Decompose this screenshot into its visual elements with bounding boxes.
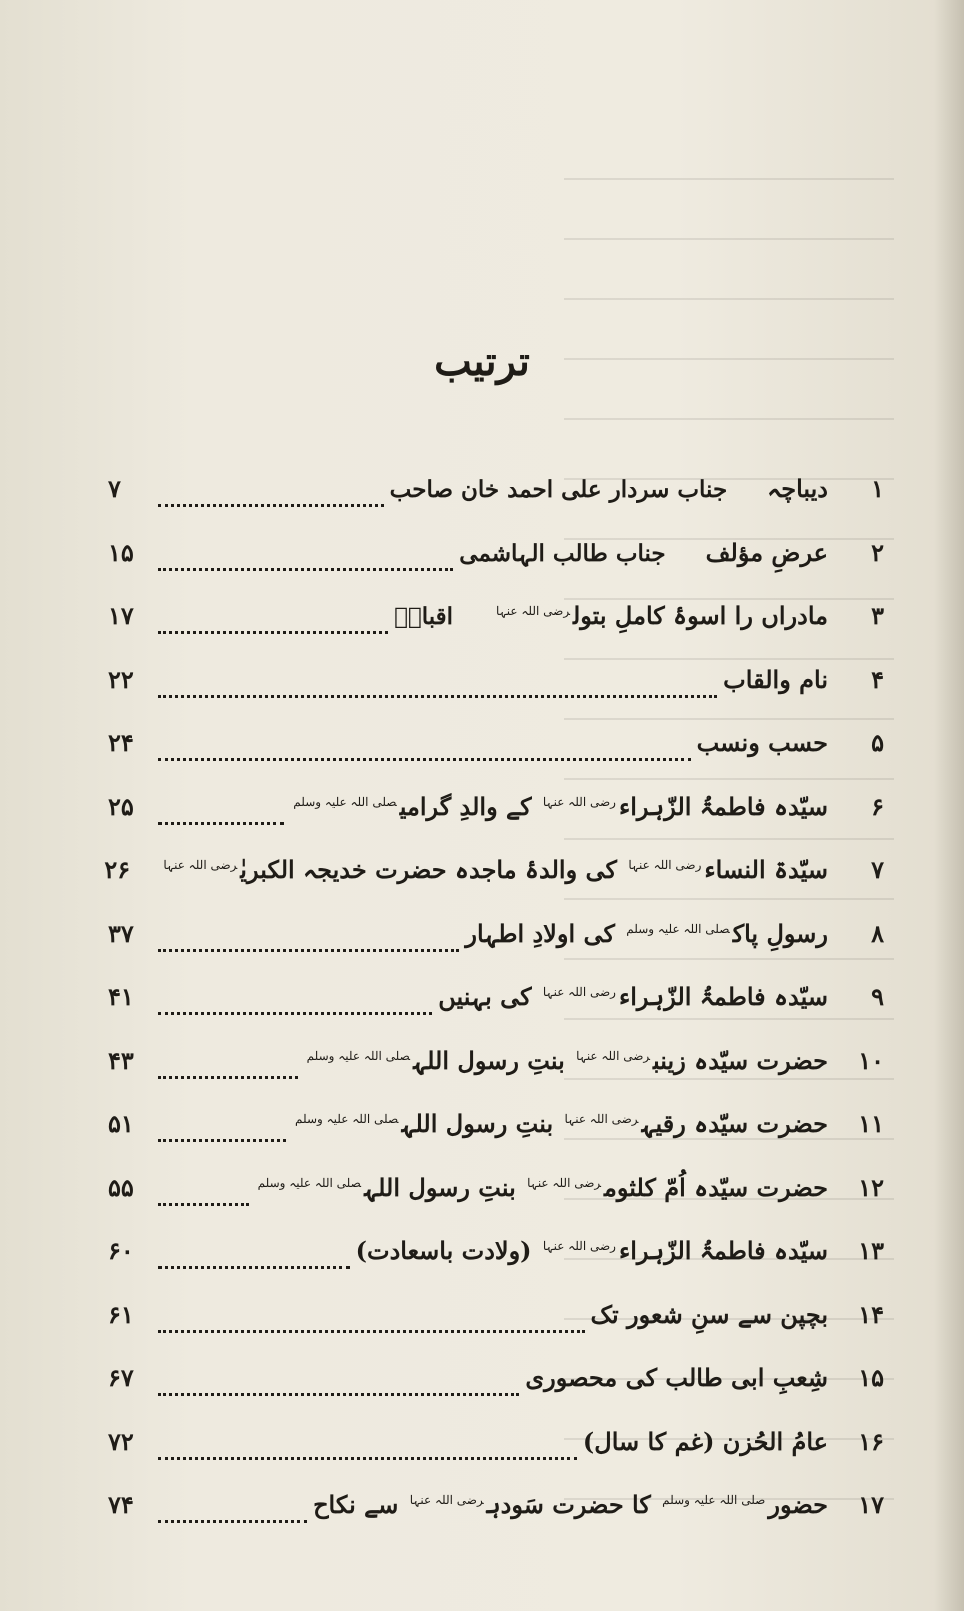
toc-row bbox=[108, 665, 884, 729]
toc-entry-title bbox=[160, 855, 828, 884]
toc-entry-number: ۱۰ bbox=[858, 1045, 884, 1075]
dot-leader bbox=[158, 1520, 307, 1523]
dot-leader bbox=[158, 1330, 585, 1333]
toc-row bbox=[108, 1363, 884, 1427]
honorific-mark: رضی اللہ عنہا bbox=[496, 604, 570, 618]
toc-title-main: عرضِ مؤلف bbox=[705, 537, 828, 567]
dot-leader bbox=[158, 695, 717, 698]
toc-entry-number: ۱۴ bbox=[858, 1299, 884, 1329]
toc-title-main: سیّدہ فاطمۃُ الزّہراء bbox=[618, 791, 828, 821]
toc-entry-title bbox=[290, 792, 828, 821]
toc-title-main: حضور bbox=[768, 1490, 828, 1519]
toc-row bbox=[108, 538, 884, 602]
toc-title-main: عامُ الحُزن (غم کا سال) bbox=[582, 1426, 828, 1456]
toc-title-suffix: بنتِ رسول اللہ bbox=[413, 1045, 565, 1075]
toc-title-suffix: سے نکاح bbox=[313, 1490, 399, 1519]
toc-title-suffix: (ولادت باسعادت) bbox=[355, 1236, 532, 1265]
toc-title-main: نام والقاب bbox=[723, 664, 828, 694]
toc-title-suffix: بنتِ رسول اللہ bbox=[401, 1109, 554, 1138]
toc-entry-title bbox=[591, 1300, 829, 1329]
dot-leader bbox=[158, 1393, 519, 1396]
toc-page-number: ۵۵ bbox=[108, 1172, 134, 1202]
honorific-mark: رضی اللہ عنہا bbox=[409, 1493, 484, 1507]
toc-page-number: ۲۵ bbox=[108, 791, 134, 821]
toc-title-suffix: کی بہنیں bbox=[438, 982, 532, 1011]
honorific-mark: صلی اللہ علیہ وسلم bbox=[306, 1048, 411, 1063]
toc-page-number: ۷۴ bbox=[108, 1490, 134, 1519]
toc-title-main: رسولِ پاک bbox=[732, 918, 828, 948]
toc-entry-title bbox=[525, 1363, 828, 1392]
toc-title-main: شِعبِ ابی طالب کی محصوری bbox=[525, 1363, 828, 1392]
toc-entry-title bbox=[313, 1490, 828, 1519]
dot-leader bbox=[158, 1012, 432, 1015]
toc-entry-author: جناب طالب الہاشمی bbox=[459, 539, 666, 567]
dot-leader bbox=[158, 1203, 249, 1206]
toc-entry-number: ۱۲ bbox=[858, 1172, 884, 1202]
toc-page-number: ۲۴ bbox=[108, 728, 134, 757]
toc-entry-title bbox=[438, 982, 828, 1011]
toc-entry-title bbox=[304, 1046, 828, 1075]
toc-entry-number: ۱۱ bbox=[858, 1109, 884, 1138]
honorific-mark: رضی اللہ عنہا bbox=[564, 1112, 639, 1126]
toc-entry-number: ۱۶ bbox=[858, 1426, 884, 1456]
toc-row bbox=[108, 601, 884, 665]
toc-entry-title bbox=[459, 538, 828, 567]
toc-entry-title bbox=[723, 665, 828, 694]
toc-row bbox=[108, 1300, 884, 1364]
toc-page-number: ۲۲ bbox=[108, 664, 134, 694]
toc-entry-number: ۳ bbox=[871, 601, 884, 630]
honorific-mark: صلی اللہ علیہ وسلم bbox=[295, 1112, 399, 1126]
toc-title-main: حضرت سیّدہ زینب bbox=[653, 1045, 828, 1075]
toc-entry-number: ۱۷ bbox=[858, 1490, 884, 1519]
toc-title-main: مادراں را اسوۂ کاملِ بتول bbox=[572, 601, 828, 630]
dot-leader bbox=[158, 568, 453, 571]
toc-entry-number: ۴ bbox=[871, 664, 884, 694]
toc-page-number: ۴۳ bbox=[108, 1045, 134, 1075]
toc-entry-author: اقبالؔ bbox=[394, 603, 454, 630]
toc-entry-number: ۸ bbox=[871, 918, 884, 948]
toc-entry-title bbox=[255, 1173, 828, 1202]
toc-title-suffix: کا حضرت سَودہ bbox=[486, 1490, 651, 1519]
honorific-mark: رضی اللہ عنہا bbox=[163, 858, 238, 872]
toc-title-main: حضرت سیّدہ رقیہ bbox=[641, 1109, 828, 1138]
toc-row bbox=[108, 728, 884, 792]
dot-leader bbox=[158, 822, 284, 825]
toc-page-number: ۴۱ bbox=[108, 982, 134, 1011]
page-title: ترتیب bbox=[434, 338, 530, 385]
toc-entry-number: ۲ bbox=[871, 537, 884, 567]
toc-entry-number: ۱۳ bbox=[858, 1236, 884, 1265]
dot-leader bbox=[158, 1076, 298, 1079]
toc-page-number: ۳۷ bbox=[108, 918, 134, 948]
toc-page-number: ۷۲ bbox=[108, 1426, 134, 1456]
toc-row bbox=[108, 1046, 884, 1110]
honorific-mark: رضی اللہ عنہا bbox=[527, 1175, 602, 1190]
toc-row bbox=[108, 982, 884, 1046]
toc-entry-number: ۷ bbox=[871, 855, 884, 884]
toc-title-suffix: کی والدۂ ماجدہ حضرت خدیجہ الکبریٰ bbox=[240, 855, 617, 884]
honorific-mark: صلی اللہ علیہ وسلم bbox=[293, 794, 397, 809]
dot-leader bbox=[158, 758, 691, 761]
toc-row bbox=[108, 474, 884, 538]
toc-page-number: ۵۱ bbox=[108, 1109, 134, 1138]
page-gutter bbox=[934, 0, 964, 1611]
toc-entry-number: ۵ bbox=[871, 728, 884, 757]
toc-entry-number: ۶ bbox=[871, 791, 884, 821]
toc-page-number: ۱۷ bbox=[108, 601, 134, 630]
toc-entry-title bbox=[583, 1427, 828, 1456]
toc-row bbox=[108, 1173, 884, 1237]
dot-leader bbox=[158, 1139, 286, 1142]
honorific-mark: رضی اللہ عنہا bbox=[542, 794, 616, 809]
toc-entry-title bbox=[465, 919, 828, 948]
toc-page-number: ۷ bbox=[108, 474, 121, 503]
honorific-mark: صلی اللہ علیہ وسلم bbox=[662, 1493, 766, 1507]
toc-entry-number: ۱ bbox=[871, 474, 884, 503]
toc-title-suffix: بنتِ رسول اللہ bbox=[364, 1172, 516, 1202]
toc-title-main: سیّدۃ النساء bbox=[704, 855, 828, 884]
toc-row bbox=[108, 1109, 884, 1173]
toc-row bbox=[108, 1236, 884, 1300]
dot-leader bbox=[158, 1457, 577, 1460]
dot-leader bbox=[158, 949, 459, 952]
honorific-mark: رضی اللہ عنہا bbox=[542, 1239, 616, 1253]
honorific-mark: رضی اللہ عنہا bbox=[542, 985, 616, 999]
toc-entry-title bbox=[356, 1236, 828, 1265]
toc-entry-title bbox=[697, 728, 828, 757]
honorific-mark: رضی اللہ عنہا bbox=[628, 858, 702, 872]
toc-title-main: بچپن سے سنِ شعور تک bbox=[590, 1299, 828, 1329]
toc-title-main: سیّدہ فاطمۃُ الزّہراء bbox=[618, 982, 828, 1011]
toc-entry-author: جناب سردار علی احمد خان صاحب bbox=[389, 476, 728, 503]
honorific-mark: صلی اللہ علیہ وسلم bbox=[626, 921, 730, 936]
toc-entry-title bbox=[292, 1109, 828, 1138]
toc-row bbox=[108, 792, 884, 856]
toc-title-main: حضرت سیّدہ اُمّ کلثوم bbox=[604, 1172, 828, 1202]
toc-title-suffix: کی اولادِ اطہار bbox=[465, 918, 615, 948]
toc-row bbox=[108, 1427, 884, 1491]
dot-leader bbox=[158, 1266, 350, 1269]
toc-entry-number: ۱۵ bbox=[858, 1363, 884, 1392]
dot-leader bbox=[158, 631, 388, 634]
toc-title-suffix: کے والدِ گرامی bbox=[399, 791, 532, 821]
toc-page-number: ۶۱ bbox=[108, 1299, 134, 1329]
toc-title-main: دیباچہ bbox=[767, 474, 828, 503]
table-of-contents bbox=[104, 474, 884, 1554]
toc-entry-number: ۹ bbox=[871, 982, 884, 1011]
toc-page-number: ۶۰ bbox=[108, 1236, 134, 1265]
honorific-mark: صلی اللہ علیہ وسلم bbox=[257, 1175, 362, 1190]
toc-row bbox=[104, 855, 884, 919]
dot-leader bbox=[158, 504, 384, 507]
toc-page-number: ۶۷ bbox=[108, 1363, 134, 1392]
toc-row bbox=[108, 919, 884, 983]
honorific-mark: رضی اللہ عنہا bbox=[576, 1048, 651, 1063]
toc-entry-title bbox=[390, 474, 828, 503]
toc-title-main: سیّدہ فاطمۃُ الزّہراء bbox=[618, 1236, 828, 1265]
toc-title-main: حسب ونسب bbox=[696, 728, 828, 757]
toc-page-number: ۲۶ bbox=[104, 855, 131, 884]
toc-entry-title bbox=[394, 601, 828, 630]
toc-row bbox=[108, 1490, 884, 1554]
toc-page-number: ۱۵ bbox=[108, 537, 134, 567]
